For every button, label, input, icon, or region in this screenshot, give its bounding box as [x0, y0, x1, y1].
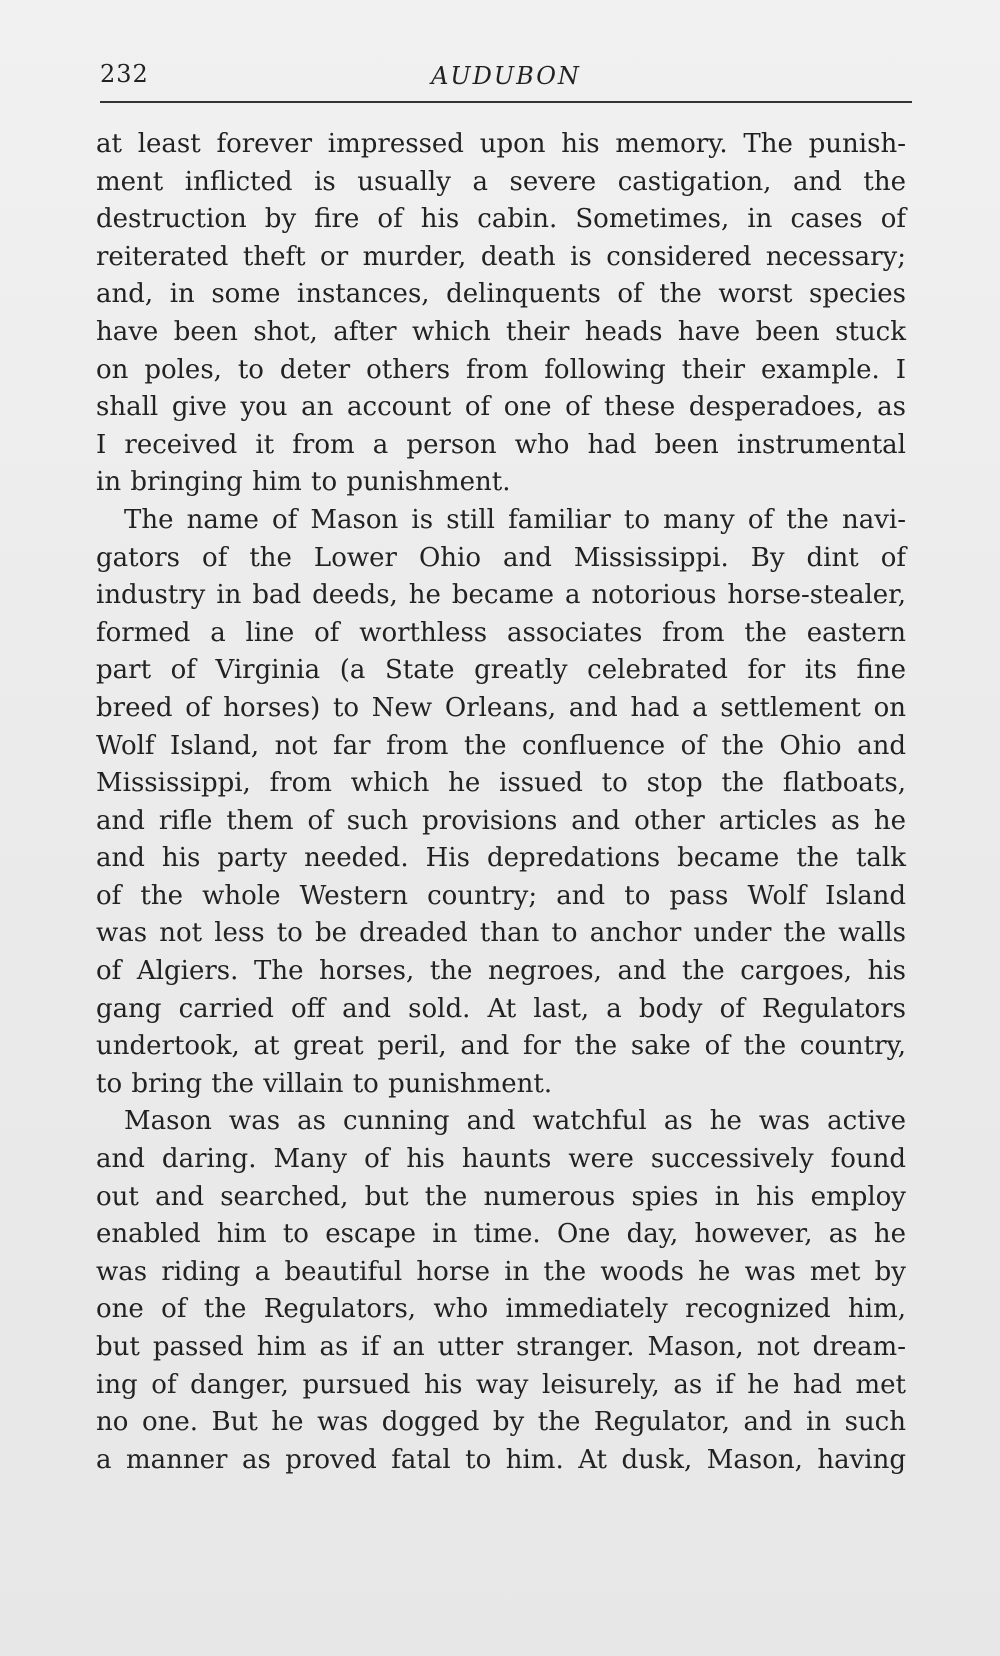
- text-line: in bringing him to punishment.: [96, 467, 511, 498]
- paragraph: [96, 502, 906, 1104]
- text-line: one of the Regulators, who immediately recognized him,: [96, 1294, 906, 1325]
- text-line: Mississippi, from which he issued to stop the flatboats,: [96, 768, 906, 799]
- text-line: a manner as proved fatal to him. At dusk, Mason, having: [96, 1444, 906, 1475]
- text-line: was not less to be dreaded than to anchor under the walls: [96, 918, 906, 949]
- text-line: ing of danger, pursued his way leisurely, as if he had met: [96, 1369, 906, 1400]
- text-line: formed a line of worthless associates from the eastern: [96, 617, 906, 648]
- text-line: undertook, at great peril, and for the sake of the country,: [96, 1031, 906, 1062]
- text-line: industry in bad deeds, he became a notorious horse-stealer,: [96, 580, 906, 611]
- text-line: of the whole Western country; and to pass Wolf Island: [96, 880, 906, 911]
- text-line: The name of Mason is still familiar to many of the navi-: [124, 504, 906, 535]
- text-line: gators of the Lower Ohio and Mississippi. By dint of: [96, 542, 906, 573]
- header-rule: [100, 101, 912, 103]
- text-line: on poles, to deter others from following their example. I: [96, 354, 906, 385]
- text-line: part of Virginia (a State greatly celebrated for its fine: [96, 655, 906, 686]
- body-text: [96, 126, 906, 1479]
- text-line: breed of horses) to New Orleans, and had a settlement on: [96, 692, 906, 723]
- text-line: have been shot, after which their heads have been stuck: [96, 316, 906, 347]
- text-line: was riding a beautiful horse in the woods he was met by: [96, 1256, 906, 1287]
- page-header: [100, 54, 912, 94]
- text-line: no one. But he was dogged by the Regulator, and in such: [96, 1407, 906, 1438]
- text-line: and, in some instances, delinquents of the worst species: [96, 279, 906, 310]
- running-head: AUDUBON: [431, 62, 581, 90]
- text-line: to bring the villain to punishment.: [96, 1068, 553, 1099]
- text-line: and daring. Many of his haunts were successively found: [96, 1144, 906, 1175]
- text-line: of Algiers. The horses, the negroes, and the cargoes, his: [96, 956, 906, 987]
- text-line: destruction by fire of his cabin. Sometimes, in cases of: [96, 204, 906, 235]
- text-line: and rifle them of such provisions and other articles as he: [96, 805, 906, 836]
- text-line: but passed him as if an utter stranger. Mason, not dream-: [96, 1332, 906, 1362]
- text-line: Wolf Island, not far from the confluence of the Ohio and: [96, 730, 906, 761]
- text-line: ment inflicted is usually a severe castigation, and the: [96, 166, 906, 197]
- text-line: reiterated theft or murder, death is considered necessary;: [96, 241, 906, 272]
- text-line: Mason was as cunning and watchful as he was active: [124, 1106, 906, 1137]
- text-line: out and searched, but the numerous spies in his employ: [96, 1181, 906, 1212]
- paragraph: [96, 1103, 906, 1479]
- page-number: 232: [100, 60, 149, 88]
- text-line: enabled him to escape in time. One day, however, as he: [96, 1219, 906, 1250]
- text-line: gang carried off and sold. At last, a body of Regulators: [96, 993, 906, 1024]
- text-line: I received it from a person who had been instrumental: [96, 429, 906, 460]
- text-line: at least forever impressed upon his memory. The punish-: [96, 129, 906, 159]
- text-line: shall give you an account of one of these desperadoes, as: [96, 392, 906, 423]
- paragraph: [96, 126, 906, 502]
- text-line: and his party needed. His depredations became the talk: [96, 843, 906, 874]
